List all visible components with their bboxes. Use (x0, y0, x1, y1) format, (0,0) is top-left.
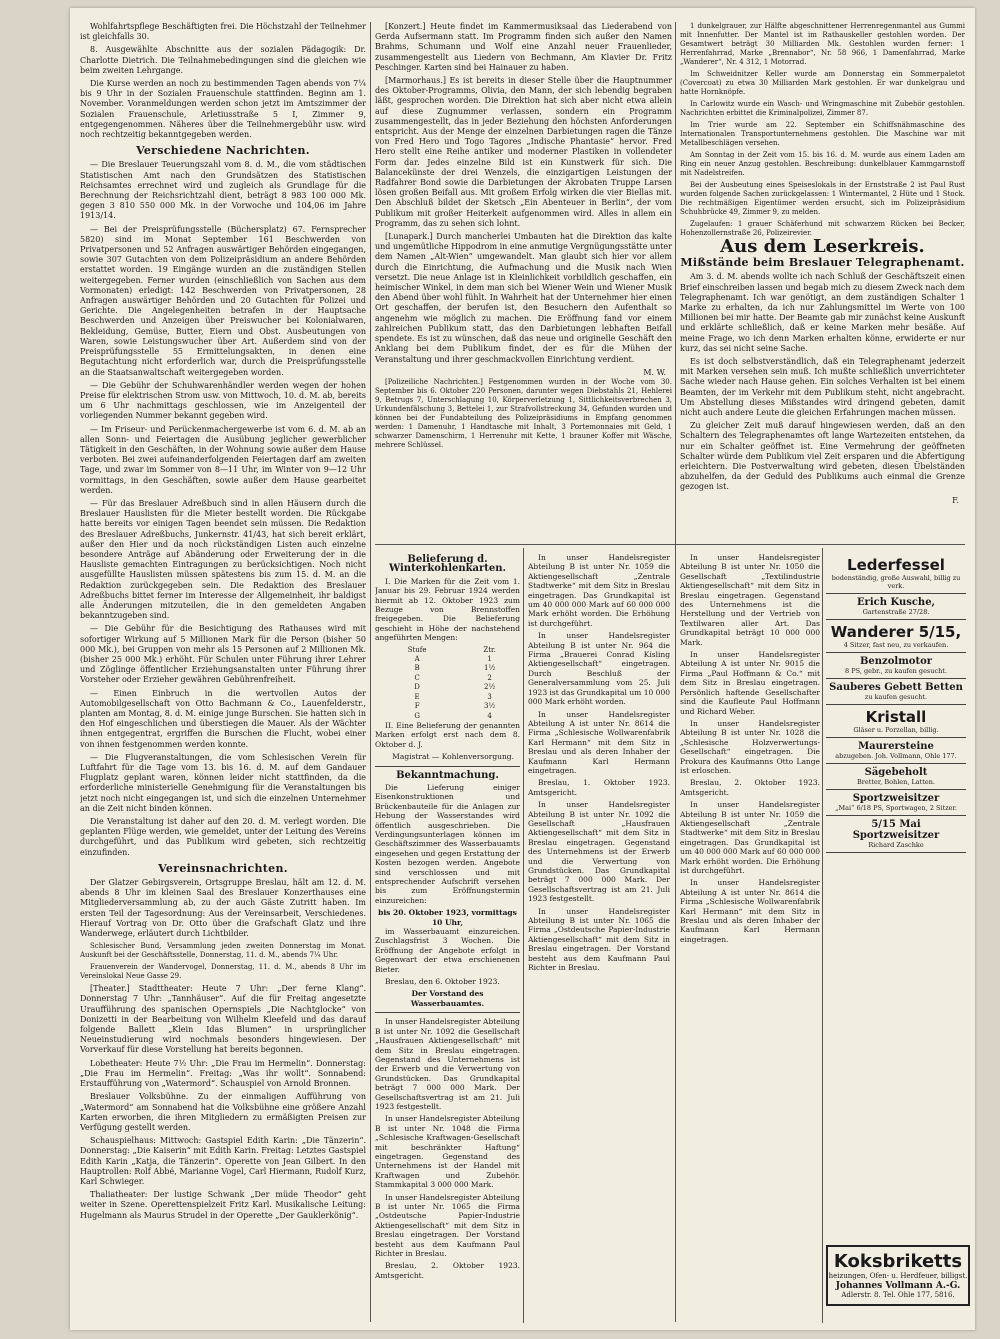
letter-paragraph: Es ist doch selbstverständlich, daß ein Telegraphenamt jederzeit mit Marken versehen sein muß. Ich mußte schließlich unverrichteter Sache wieder nach Hause gehen. Ein solches Verhalten ist bei einem Beamten, der im Verkehr mit dem Publikum steht, nicht angebracht. Um Abstellung dieses Mißstandes wird dringend gebeten, damit nicht auch andere Leute die gleichen Erfahrungen machen müssen. (680, 357, 965, 418)
koks-text: heizungen, Ofen- u. Herdfeuer, billigst. (828, 1272, 968, 1280)
divider (375, 766, 520, 767)
classified-ad: Erich Kusche, Gartenstraße 27/28. (826, 594, 966, 620)
register-entry: In unser Handelsregister Abteilung B ist unter Nr. 1059 die Aktiengesellschaft „Zentrale Stadtwerke“ mit dem Sitz in Breslau eingetragen. Das Grundkapital ist um 40 000 000 Mark auf 60 000 000 Mark erhöht worden. Die Erhöhung ist durchgeführt. (680, 800, 820, 875)
letters-subheading: Mißstände beim Breslauer Telegraphenamt. (680, 256, 965, 270)
table-header: Ztr. (483, 645, 496, 654)
coal-signature: Magistrat — Kohlenversorgung. (392, 752, 514, 762)
news-paragraph: Die Veranstaltung ist daher auf den 20. d. M. verlegt worden. Die geplanten Flüge werden, wie gemeldet, unter der Leitung des Vereins durchgeführt, und das Publikum wird gebeten, sich rechtzeitig einzufinden. (80, 817, 366, 857)
club-paragraph: Frauenverein der Wandervogel, Donnerstag, 11. d. M., abends 8 Uhr im Vereinslokal Neue Gasse 29. (80, 963, 366, 981)
police-paragraph: Bei der Ausbeutung eines Speiseslokals in der Ernststraße 2 ist Paul Rust wurden folgende Sachen zurückgelassen: 1 Wintermantel, 2 Hüte und 1 Stock. Die rechtmäßigen Eigentümer werden ersucht, sich im Polizeipräsidium Schuhbrücke 49, Zimmer 9, zu melden. (680, 181, 965, 216)
letter-paragraph: Am 3. d. M. abends wollte ich nach Schluß der Geschäftszeit einen Brief einschreiben lassen und begab mich zu diesem Zweck nach dem Telegraphenamt. Ich war genötigt, an dem zuständigen Schalter 1 Marke zu erhalten, da ich nur Zahlungsmittel im Werte von 100 Millionen bei mir hatte. Der Beamte gab mir zunächst keine Auskunft und erklärte schließlich, daß er keine Marken mehr besäße. Auf meine Frage, wo ich denn Marken erhalten könne, erwiderte er nur kurz, das sei nicht seine Sache. (680, 272, 965, 353)
marmorhaus-paragraph: [Marmorhaus.] Es ist bereits in dieser Stelle über die Hauptnummer des Oktober-Programms, Olivia, den Mann, der sich lebendig begraben läßt, gesprochen worden. Die Direktion hat sich aber nicht etwa allein auf diese Zugnummer verlassen, sondern ein Programm zusammengestellt, das in jeder Beziehung den höchsten Anforderungen entspricht. Aus der Menge der einzelnen Darbietungen ragen die Tänze von Fred Hero und Togo Tagores „Indische Phantasie“ hervor. Fred Hero stellt eine Reihe antiker und moderner Plastiken in vollendeter Form dar. Jedes einzelne Bild ist ein Kunstwerk für sich. Die Balancekünste der drei Wenzels, die einzigartigen Leistungen der Radfahrer Bond sowie die Darbietungen der Akrobaten Truppe Larsen lösen großen Beifall aus. Mit großem Erfolg wirken die vier Biellas mit. Den Abschluß bildet der Sketsch „Ein Abenteuer in Berlin“, der vom Publikum mit großer Heiterkeit aufgenommen wird. Alles in allem ein Programm, das zu sehen sich lohnt. (375, 76, 672, 228)
water-signature: Der Vorstand des Wasserbauamtes. (410, 989, 485, 1008)
theater-paragraph: Lobetheater: Heute 7½ Uhr: „Die Frau im Hermelin“. Donnerstag: „Die Frau im Hermelin“. Freitag: „Was ihr wollt“. Sonnabend: Erstaufführung von „Watermord“. Schauspiel von Arnold Bronnen. (80, 1058, 366, 1089)
author-signature: M. W. (643, 367, 666, 377)
register-entry: In unser Handelsregister Abteilung B ist unter Nr. 1048 die Firma „Schlesische Kraftwagen-Gesellschaft mit beschränkter Haftung“ eingetragen. Gegenstand des Unternehmens ist der Handel mit Kraftwagen und Zubehör. Stammkapital 3 000 000 Mark. (375, 1114, 520, 1190)
water-notice-text: Die Lieferung einiger Eisenkonstruktionen und Brückenbauteile für die Anlagen zur Hebung der Wasserstandes wird öffentlich ausgeschrieben. Die Verdingungsunterlagen können im Geschäftszimmer des Wasserbauamts eingesehen und gegen Erstattung der Kosten bezogen werden. Angebote sind verschlossen und mit entsprechender Aufschrift versehen bis zum Eröffnungstermin einzureichen: (375, 782, 520, 905)
register-entry: Breslau, 2. Oktober 1923. Amtsgericht. (375, 1261, 520, 1280)
classified-ad: Sportzweisitzer „Mai“ 6/18 PS, Sportwagen, 2 Sitzer. (826, 790, 966, 816)
news-paragraph: — Bei der Preisprüfungsstelle (Büchersplatz) 67. Fernsprecher 5820) sind im Monat September 161 Beschwerden von Privatpersonen und 52 Anfragen auswärtiger Behörden eingegangen, sowie 307 Gutachten von dem Polizeipräsidium an andere Behörden erstattet worden. 19 Eingänge wurden an die zuständigen Stellen weitergegeben. Ferner wurden (einschließlich von Sachen aus dem Vormonaten) erledigt: 142 Beschwerden von Privatpersonen, 28 Anfragen auswärtiger Behörden und 20 Gutachten für Polizei und Gerichte. Die Angelegenheiten betrafen in der Hauptsache Beschwerden und Anzeigen über Preiswucher bei Kolonialwaren, Bekleidung, Gemüse, Butter, Eiern und Obst. Ausbeutungen von Waren, sowie Leistungswucher über Art. Außerdem sind von der Preisprüfungsstelle 55 Ermittelungsakten, in denen eine Begutachtung nicht erforderlich war, durch die Preisprüfungsstelle an die Staatsanwaltschaft weitergegeben worden. (80, 224, 366, 377)
register-entry: In unser Handelsregister Abteilung B ist unter Nr. 1092 die Gesellschaft „Hausfrauen Aktiengesellschaft“ mit dem Sitz in Breslau eingetragen. Gegenstand des Unternehmens ist der Erwerb und die Verwertung von Grundstücken. Das Grundkapital beträgt 7 000 000 Mark. Der Gesellschaftsvertrag ist am 21. Juli 1923 festgestellt. (528, 800, 670, 904)
register-entry: In unser Handelsregister Abteilung B ist unter Nr. 1059 die Aktiengesellschaft „Zentrale Stadtwerke“ mit dem Sitz in Breslau eingetragen. Das Grundkapital ist um 40 000 000 Mark auf 60 000 000 Mark erhöht worden. Die Erhöhung ist durchgeführt. (528, 553, 670, 628)
koks-title: Koksbriketts (833, 1251, 963, 1272)
classified-ad: Lederfessel bodenständig, große Auswahl, billig zu verk. (826, 553, 966, 594)
classified-ad: Wanderer 5/15, 4 Sitzer, fast neu, zu verkaufen. (826, 620, 966, 653)
news-paragraph: — Im Friseur- und Perückenmachergewerbe ist vom 6. d. M. ab an allen Sonn- und Feiertagen die Ausübung jeglicher gewerblicher Tätigkeit in den Geschäften, in der Wohnung sowie außer dem Hause verboten. Bei zwei aufeinanderfolgenden Feiertagen darf am zweiten Tage, und zwar im Sommer von 8—11 Uhr, im Winter von 9—12 Uhr vormittags, in den Geschäften, sowie außer dem Hause gearbeitet werden. (80, 424, 366, 495)
theater-paragraph: Breslauer Volksbühne. Zu der einmaligen Aufführung von „Watermord“ am Sonnabend hat die Volksbühne eine größere Anzahl Karten erworben, die ihren Mitgliedern zu ermäßigten Preisen zur Verfügung gestellt werden. (80, 1092, 366, 1132)
water-notice-title: Bekanntmachung. (396, 769, 499, 781)
register-entry: In unser Handelsregister Abteilung A ist unter Nr. 9015 die Firma „Paul Hoffmann & Co.“ mit dem Sitz in Breslau eingetragen. Persönlich haftende Gesellschafter sind die Kaufleute Paul Hoffmann und Richard Weber. (680, 650, 820, 716)
classified-ad: Benzolmotor 8 PS, gebr., zu kaufen gesucht. (826, 653, 966, 679)
table-row: B 1½ (414, 664, 496, 673)
police-paragraph: Zugelaufen: 1 grauer Schäferhund mit schwarzem Rücken bei Becker, Hohenzollernstraße 26, Polizeirevier. (680, 220, 965, 237)
coal-notice-text: I. Die Marken für die Zeit vom 1. Januar bis 29. Februar 1924 werden hiermit ab 12. Oktober 1923 zum Bezuge von Brennstoffen freigegeben. Die Belieferung geschieht in Höhe der nachstehend angeführten Mengen: (375, 576, 520, 643)
police-paragraph: [Polizeiliche Nachrichten.] Festgenommen wurden in der Woche vom 30. September bis 6. Oktober 220 Personen, darunter wegen Diebstahls 21, Hehlerei 9, Betrugs 7, Unterschlagung 10, Körperverletzung 1, Sittlichkeitsverbrechen 3, Urkundenfälschung 3, Bettelei 1, zur Strafvollstreckung 34, Gefunden wurden und können bei der Fundabteilung des Polizeipräsidiums in Empfang genommen werden: 1 Damenuhr, 1 Handtasche mit Inhalt, 3 Portemonnaies mit Geld, 1 schwarzer Damenschirm, 1 Herrenuhr mit Kette, 1 brauner Koffer mit Wäsche, mehrere Schlüssel. (375, 377, 672, 449)
news-paragraph: — Die Flugveranstaltungen, die vom Schlesischen Verein für Luftfahrt für die Tage vom 13. bis 16. d. M. auf dem Gandauer Flugplatz geplant waren, können leider nicht stattfinden, da die erforderliche ministerielle Genehmigung für die Veranstaltungen bis jetzt noch nicht eingegangen ist, und sich die einzelnen Unternehmer an die Zeit nicht binden können. (80, 752, 366, 813)
register-entry: In unser Handelsregister Abteilung A ist unter Nr. 8614 die Firma „Schlesische Wollwarenfabrik Karl Hermann“ mit dem Sitz in Breslau und als deren Inhaber der Kaufmann Karl Hermann eingetragen. (680, 878, 820, 944)
register-column (680, 553, 820, 1323)
news-paragraph: — Einen Einbruch in die wertvollen Autos der Automobilgesellschaft von Otto Bachmann & Co., Lauenfelderstr., planten am Montag, 8. d. M. einige junge Burschen. Sie hatten sich in den Hof eingeschlichen und überstiegen die Mauer. Als der Wächter ihnen entgegentrat, ergriffen die Burschen die Flucht, wobei einer von ihnen festgenommen werden konnte. (80, 688, 366, 749)
table-row: F 3½ (414, 702, 496, 711)
divider (375, 1012, 520, 1013)
intro-paragraph: 8. Ausgewählte Abschnitte aus der sozialen Pädagogik: Dr. Charlotte Dietrich. Die Teilnahmebedingungen sind die gleichen wie beim zweiten Lehrgange. (80, 45, 366, 75)
news-paragraph: — Die Gebühr der Schuhwarenhändler werden wegen der hohen Preise für elektrischen Strom usw. von Mittwoch, 10. d. M. ab, bereits um 6 Uhr nachmittags geschlossen, wie im Anzeigenteil der vorliegenden Nummer bekannt gegeben wird. (80, 380, 366, 421)
table-row: E 3 (414, 692, 492, 701)
intro-paragraph: Die Kurse werden an noch zu bestimmenden Tagen abends von 7¼ bis 9 Uhr in der Sozialen Frauenschule stattfinden. Beginn am 1. November. Voranmeldungen werden schon jetzt im Amtszimmer der Sozialen Frauenschule, Arletiusstraße 5 I, Zimmer 9, entgegengenommen. Näheres über die Teilnehmergebühr usw. wird noch rechtzeitig bekanntgegeben werden. (80, 79, 366, 140)
table-row: A 1 (414, 655, 492, 664)
water-deadline: bis 20. Oktober 1923, vormittags 10 Uhr, (378, 908, 517, 927)
table-row: G 4 (414, 711, 492, 720)
koks-address: Adlerstr. 8. Tel. Ohle 177, 5816. (841, 1291, 955, 1299)
police-column (680, 22, 965, 547)
classified-ad: Sauberes Gebett Betten zu kaufen gesucht. (826, 679, 966, 705)
intro-paragraph: Wohlfahrtspflege Beschäftigten frei. Die Höchstzahl der Teilnehmer ist gleichfalls 30. (80, 22, 366, 42)
police-paragraph: Am Sonntag in der Zeit vom 15. bis 16. d. M. wurde aus einem Laden am Ring ein neuer Anzug gestohlen. Beschreibung: dunkelblauer Kammgarnstoff mit Nadelstreifen. (680, 151, 965, 177)
column-rule (822, 548, 823, 1323)
table-row: C 2 (414, 673, 492, 682)
letters-heading: Aus dem Leserkreis. (720, 236, 925, 257)
club-paragraph: Der Glatzer Gebirgsverein, Ortsgruppe Breslau, hält am 12. d. M. abends 8 Uhr im kleinen Saal des Breslauer Konzerthauses eine Mitgliederversammlung ab, zu der auch Gäste Zutritt haben. Im ersten Teil der Tagesordnung: Aus der Vereinsarbeit, Verschiedenes. Hierauf Vortrag von Dr. Otto über die Grafschaft Glatz und ihre Wanderwege, erläutert durch Lichtbilder. (80, 878, 366, 939)
police-paragraph: Im Schweidnitzer Keller wurde am Donnerstag ein Sommerpaletot (Covercoat) zu etwa 30 Milliarden Mark gestohlen. Er war dunkelgrau und hatte Hornknöpfe. (680, 70, 965, 96)
classified-ad: Kristall Gläser u. Porzellan, billig. (826, 705, 966, 738)
theater-paragraph: Thaliatheater: Der lustige Schwank „Der müde Theodor“ geht weiter in Szene. Operettenspielzeit Fritz Karl. Musikalische Leitung: Hugelmann als Maurus Strudel in der Operette „Der Gauklerkönig“. (80, 1190, 366, 1220)
police-paragraph: 1 dunkelgrauer, zur Hälfte abgeschnittener Herrenregenmantel aus Gummi mit Innenfutter. Der Mantel ist im Rathauskeller gestohlen worden. Der Gesamtwert beträgt 30 Milliarden Mk. Gestohlen wurden ferner: 1 Herrenfahrrad, Marke „Brennabor“, Nr. 58 966, 1 Damenfahrrad, Marke „Wanderer“, Nr. 4 312, 1 Motorrad. (680, 22, 965, 66)
letter-paragraph: Zu gleicher Zeit muß darauf hingewiesen werden, daß an den Schaltern des Telegraphenamtes oft lange Wartezeiten entstehen, da nur ein Schalter geöffnet ist. Eine Vermehrung der geöffneten Schalter würde dem Publikum viel Zeit ersparen und die Abfertigung erleichtern. Die Postverwaltung wird gebeten, diesen Übelständen abzuhelfen, da der Geduld des Publikums auch einmal die Grenze gezogen ist. (680, 421, 965, 492)
news-paragraph: — Die Gebühr für die Besichtigung des Rathauses wird mit sofortiger Wirkung auf 5 Millionen Mark für die Person (bisher 50 000 Mk.), bei Gruppen von mehr als 15 Personen auf 2 Millionen Mk. (bisher 25 000 Mk.) erhöht. Für Schulen unter Führung ihrer Lehrer und Zöglinge öffentlicher Erziehungsanstalten unter Führung ihrer Vorsteher oder Erzieher gewähren Gebührenfreiheit. (80, 624, 366, 685)
table-header: Stufe (407, 645, 427, 654)
water-place: Breslau, den 6. Oktober 1923. (385, 977, 500, 987)
news-paragraph: — Für das Breslauer Adreßbuch sind in allen Häusern durch die Breslauer Hauslisten für die Mieter bestellt worden. Die Rückgabe hatte bereits vor einigen Tagen beendet sein müssen. Die Redaktion des Breslauer Adreßbuchs, Junkernstr. 41/43, hat sich bereit erklärt, außer den Hier und da noch rückständigen Listen auch einzelne besondere Anträge auf Abänderung oder Erweiterung der in die Hausliste gemachten Eintragungen zu berücksichtigen. Noch nicht ausgefüllte Hauslisten müssen spätestens bis zum 15. d. M. an die Redaktion zurückgegeben sein. Die Redaktion des Breslauer Adreßbuchs bittet ferner im Interesse der Allgemeinheit, ihr baldigst alle Änderungen mitzuteilen, die in den gemeldeten Angaben bekanntzugeben sind. (80, 498, 366, 621)
lunapark-paragraph: [Lunapark.] Durch mancherlei Umbauten hat die Direktion das kalte und ungemütliche Hippodrom in eine anmutige Vergnügungsstätte unter dem Namen „Alt-Wien“ umgewandelt. Man glaubt sich hier vor allem durch die Einrichtung, die Aufmachung und die Musik nach Wien versetzt. Die neue Anlage ist in Kleinlichkeit vorbildlich geschaffen, ein heimischer Winkel, in dem man sich bei Wiener Wein und Wiener Musik den Abend über wohl fühlt. In Wahrheit hat der Unternehmer hier einen Ort geschaffen, der berufen ist, den Besuchern den Aufenthalt so angenehm wie möglich zu machen. Die Eröffnung fand vor einem zahlreichen Publikum statt, das den Darbietungen lebhaften Beifall spendete. Es ist zu wünschen, daß das neue und originelle Geschäft den Anklang bei dem Publikum findet, der es für die Mühen der Veranstaltung und ihrer geschmackvollen Einrichtung verdient. (375, 232, 672, 364)
club-paragraph: Schlesischer Bund, Versammlung jeden zweiten Donnerstag im Monat. Auskunft bei der Geschäftsstelle, Donnerstag, 11. d. M., abends 7¼ Uhr. (80, 942, 366, 960)
register-entry: In unser Handelsregister Abteilung B ist unter Nr. 1065 die Firma „Ostdeutsche Papier-Industrie Aktiengesellschaft“ mit dem Sitz in Breslau eingetragen. Der Vorstand besteht aus dem Kaufmann Paul Richter in Breslau. (528, 906, 670, 973)
register-column (528, 553, 670, 1323)
notices-column (375, 553, 520, 1323)
column-rule (523, 548, 524, 1323)
coal-note: II. Eine Belieferung der genannten Marken erfolgt erst nach dem 8. Oktober d. J. (375, 720, 520, 749)
section-heading: Verschiedene Nachrichten. (136, 144, 310, 158)
column-rule (675, 22, 676, 1322)
theater-paragraph: Schauspielhaus: Mittwoch: Gastspiel Edith Karin: „Die Tänzerin“. Donnerstag: „Die Kaiserin“ mit Edith Karin. Freitag: Letztes Gastspiel Edith Karin „Katja, die Tänzerin“. Operette von Jean Gilbert. In den Hauptrollen: Rolf Abbé, Marianne Vogel, Carl Hiermann, Rudolf Kurz, Karl Schwieger. (80, 1136, 366, 1186)
register-entry: In unser Handelsregister Abteilung A ist unter Nr. 8614 die Firma „Schlesische Wollwarenfabrik Karl Hermann“ mit dem Sitz in Breslau und als deren Inhaber der Kaufmann Karl Hermann eingetragen. (528, 709, 670, 775)
column-rule (370, 22, 371, 1322)
register-entry: In unser Handelsregister Abteilung B ist unter Nr. 964 die Firma „Brauerei Conrad Kisling Aktiengesellschaft“ eingetragen. Durch Beschluß der Generalversammlung vom 25. Juli 1923 ist das Grundkapital um 10 000 000 Mark erhöht worden. (528, 631, 670, 707)
coal-table (375, 646, 520, 721)
register-entry: In unser Handelsregister Abteilung B ist unter Nr. 1028 die „Schlesische Holzverwertungs-Gesellschaft“ eingetragen. Die Prokura des Kaufmanns Otto Lange ist erloschen. (680, 718, 820, 775)
register-entry: In unser Handelsregister Abteilung B ist unter Nr. 1092 die Gesellschaft „Hausfrauen Aktiengesellschaft“ mit dem Sitz in Breslau eingetragen. Gegenstand des Unternehmens ist der Erwerb und die Verwertung von Grundstücken. Das Grundkapital beträgt 7 000 000 Mark. Der Gesellschaftsvertrag ist am 21. Juli 1923 festgestellt. (375, 1017, 520, 1111)
police-paragraph: Im Trier wurde am 22. September ein Schiffsnähmaschine des Internationalen Transportunternehmens gestohlen. Die Maschine war mit Metallbeschlägen versehen. (680, 121, 965, 147)
classified-ad: 5/15 Mai Sportzweisitzer Richard Zaschke (826, 816, 966, 853)
letter-signature: F. (952, 495, 959, 505)
culture-column (375, 22, 672, 547)
register-entry: Breslau, 2. Oktober 1923. Amtsgericht. (680, 778, 820, 797)
ads-column (826, 553, 966, 1323)
news-paragraph: — Die Breslauer Teuerungszahl vom 8. d. M., die vom städtischen Statistischen Amt nach den Grundsätzen des Statistischen Reichsamtes errechnet wird und zugleich als Grundlage für die Berechnung der Reichsrichtzahl dient, beträgt 8 983 100 000 Mk. gegen 3 810 550 000 Mk. in der Vorwoche und 104,06 im Jahre 1913/14. (80, 160, 366, 221)
register-entry: In unser Handelsregister Abteilung B ist unter Nr. 1050 die Gesellschaft „Textilindustrie Aktiengesellschaft“ mit dem Sitz in Breslau eingetragen. Gegenstand des Unternehmens ist die Herstellung und der Vertrieb von Textilwaren aller Art. Das Grundkapital beträgt 10 000 000 Mark. (680, 553, 820, 647)
police-paragraph: In Carlowitz wurde ein Wasch- und Wringmaschine mit Zubehör gestohlen. Nachrichten erbittet die Kriminalpolizei, Zimmer 87. (680, 100, 965, 117)
coal-notice-title: Belieferung d. Winterkohlenkarten. (388, 554, 507, 575)
section-heading: Vereinsnachrichten. (158, 861, 288, 875)
water-notice-text: im Wasserbauamt einzureichen. Zuschlagsfrist 3 Wochen. Die Eröffnung der Angebote erfolgt in Gegenwart der etwa erschienenen Bieter. (375, 927, 520, 974)
register-entry: In unser Handelsregister Abteilung B ist unter Nr. 1065 die Firma „Ostdeutsche Papier-Industrie Aktiengesellschaft“ mit dem Sitz in Breslau eingetragen. Der Vorstand besteht aus dem Kaufmann Paul Richter in Breslau. (375, 1192, 520, 1259)
table-row: D 2½ (414, 683, 496, 692)
register-entry: Breslau, 1. Oktober 1923. Amtsgericht. (528, 778, 670, 797)
theater-paragraph: [Theater.] Stadttheater: Heute 7 Uhr: „Der ferne Klang“. Donnerstag 7 Uhr: „Tannhäuser“. Auf die für Freitag angesetzte Uraufführung des spanischen Opernspiels „Die Nachtglocke“ von Donizetti in der Bearbeitung von Wilhelm Kleefeld und das darauf folgende Ballett „Klein Idas Blumen“ in ursprünglicher Neueinstudierung wird nochmals besonders hingewiesen. Der Vorverkauf für diese Vorstellung hat bereits begonnen. (80, 984, 366, 1055)
classified-ad: Maurersteine abzugeben. Joh. Vollmann, Ohle 177. (826, 738, 966, 764)
newspaper-page (70, 8, 975, 1330)
koks-company: Johannes Vollmann A.-G. (835, 1281, 961, 1291)
news-column (80, 22, 366, 1322)
classified-ad: Sägebeholt Bretter, Bohlen, Latten. (826, 764, 966, 790)
concert-paragraph: [Konzert.] Heute findet im Kammermusiksaal das Liederabend von Gerda Aufsermann statt. Im Programm finden sich außer den Namen Brahms, Schumann und Wolf eine Anzahl neuer Frauenlieder, zusammengestellt aus Liedern von Bechmann, Am Klavier Dr. Fritz Peschinger. Karten sind bei Hainauer zu haben. (375, 22, 672, 72)
